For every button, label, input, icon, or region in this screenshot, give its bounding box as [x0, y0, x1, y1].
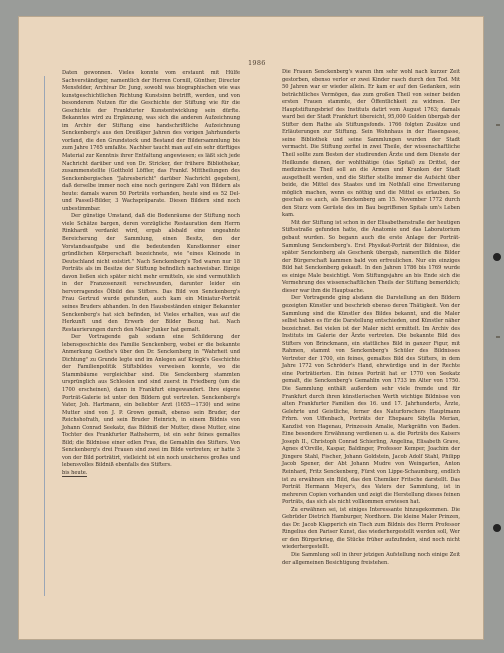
margin-rule [44, 76, 45, 596]
page-edge-mark [496, 124, 500, 126]
right-column [282, 69, 460, 567]
document-page [18, 16, 484, 640]
paragraph-final: Die Sammlung soll in ihrer jetzigen Aufstellung noch einige Zeit der allgemeinen Besichtigung freistehen. [282, 552, 460, 566]
paragraph: Der günstige Umstand, daß die Bodenräume der Stiftung noch viele Schätze bargen, deren vorzügliche Restauration dem Herrn Rinkhardt verdankt wird, ergab alsbald eine ungeahnte Bereicherung der Sammlung, einen Besitz, den der Vorstandsaufgabe und die bedeutenden Kunstkenner einer gründlichen Körperschaft bezeichnete, wie "eines Kleinode in Deutschland nicht existirt." Nach Senckenberg's Tod waren nur 18 Porträts als im Besitze der Stiftung befindlich nachweisbar. Einige davon ließen sich später nicht mehr ermitteln, sie sind vermuthlich in der Franzosenzeit verschwunden, darunter leider ein hervorragendes Ölbild des Stifters. Das Bild von Senckenberg's Frau Gertrud wurde gefunden, auch kam ein Miniatur-Porträt seines Bruders abhanden. In den Hausbeständen einiger Bekannter Senckenberg's hat sich befinden, ist Vieles erhalten, was auf die Herkunft und den Erwerb der Bilder Bezug hat. Nach Restaurierungen durch den Maler Junker hat gemalt. [62, 213, 240, 333]
left-column [62, 70, 240, 478]
page-edge-mark [496, 336, 500, 338]
paragraph: Der Vortragende ging alsdann die Darstellung an den Bildern gezeigten Künstler und beschrieb ebenso deren Thätigkeit. Von der Sammlung sind die Künstler des Bildes bekannt, und die Maler selbst haben es für die Darstellung entschieden, und Künstler näher bezeichnet. Bei vielen ist der Maler nicht ermittelt. Im Archiv des Instituts im Galerie der Ärzte vertreten. Die bekannte Bild des Stifters von Brinckmann, ein stattliches Bild in ganzer Figur, mit Rahmen, stammt von Senckenberg's Schüler des Bildnisses Vertreter der 1700, ein feines, gemaltes Bild des Stifters, in dem Jahre 1772 von Schröder's Hand, ehrwürdige und in der Rechte eine Porträtierten. Ein feines Porträt hat er 1770 von Seekatz gemalt, die Senckenberg's Gemahlin von 1733 im Alter von 1750. Die Sammlung enthält außerdem sehr viele fremde und für Frankfurt durch ihren künstlerischen Werth wichtige Bildnisse von alten Frankfurter Familien des 16. und 17. Jahrhunderts, Ärzte, Gelehrte und Geistliche, ferner des Naturforschers Hauptmann Frhrn. von Uffenbach, Porträts der Ehepaare Sibylla Merian, Kanzlist von Hagenau, Prinzessin Amalie, Markgräfin von Baden. Eine besondere Erwähnung verdienen u. a. die Porträts des Kaisers Joseph II., Christoph Conrad Schierling, Angelina, Elisabeth Grave, Agnes d'Orville, Kaspar, Baldinger, Professor Kemper, Joachim der Jüngere Stahl, Fischer, Johann Goldstein, Jacob Adolf Stahl, Philipp Jacob Spener, der Abt Johann Mudre von Weingarten, Anton Reinhard, Fritz Senckenberg, Fürst von Lippe-Schaumburg, endlich ist zu erwähnen ein Bild, das den Chemiker Fritsche darstellt. Das Porträt Hermann Meyer's, des Vaters der Sammlung, ist in mehreren Copien vorhanden und zeigt die Herstellung dieses feinen Porträts, das sich als nicht vollkommen erwiesen hat. [282, 295, 460, 506]
page-number: 1986 [248, 59, 266, 67]
punch-hole [493, 524, 501, 532]
paragraph: Zu erwähnen sei, ist einiges Interessante hinzugekommen. Die Gebrüder Dietrich Hamburger, Nordhorn. Die kleine Maler Prinzen, das Dr. Jacob Klapperich ein Tisch zum Bildnis des Herrn Professor Ringelius den Pariser Kunst, das wiederhergestellt werden soll, Wer er den Bürgerkrieg, die Stücke früher aufzufinden, sind noch nicht wiederhergestellt. [282, 506, 460, 551]
underlined-ending: bis heute. [62, 469, 88, 476]
paragraph: Der Vortragende gab sodann eine Schilderung der lebensgeschichte des Familie Senckenberg, wobei er die bekannte Anmerkung Goethe's über den Dr. Senckenberg in "Wahrheit und Dichtung" zu Grunde legte und im Anlegen auf Kriegk's Geschichte der Familienpolitik Stiftsbildes verweisen konnte, wo die Stammbäume vergleichbar sind. Die Senckenberg stammten ursprünglich aus Schlesien und sind zuerst in Friedberg (um die 1700 erscheinen), dann in Frankfurt eingewandert. Ihre eigene Porträt-Galerie ist unter den Bildern gut vertreten. Senckenberg's Vater, Joh. Hartmann, ein beliebter Arzt (1655—1730) und seine Mutter sind von J. P. Grown gemalt, ebenso sein Bruder, der Reichshofrath, und sein Bruder Heinrich, in einem Bildnis von Johann Conrad Seekatz, das Bildniß der Mutter, diese Mutter, eine Tochter des Frankfurter Rathsherrn, ist ein sehr feines gemaltes Bild; die Bildnisse einer edlen Frau, die Gemahlin des Stifters. Von Senckenberg's drei Frauen sind zwei im Bilde vertreten; er hatte 3 von der Bild porträtirt, vielleicht ist ein noch unsicheres großes und lebensvolles Bildniß ebenfalls des Stifters. [62, 334, 240, 469]
paragraph: Daten gewonnen. Vieles konnte vom erstaunt mit Hülfe Sachverständiger, namentlich der Herren Cornill, Günther, Director Mensfelder, Archivar Dr. Jung, sowohl was biographischen wie was kunstgeschichtlichen Richtung Kunstsinn betrifft, werden, und von besonderem Nutzen für die Geschichte der Stiftung wie für die Geschichte der Frankfurter Kunstentwicklung sein dürfte. Bekanntes wird zu Ergänzung, was sich die anderen Aufzeichnung im Archiv der Stiftung eine handschriftliche Aufzeichnung Senckenberg's aus den Dreißiger Jahren des vorigen Jahrhunderts vorfand, die den Grundstock und Bestand der Bildersammlung bis zum Jahre 1765 umfaßte. Nachher taucht man auf ein sehr dürftiges Material zur Kenntnis ihrer Entfaltung angewiesen; es läßt sich jede Nachricht darüber und von Dr. Stricker, der frühere Bibliothekar, zusammenstellte (Gotthold Löffler, das Frankf. Mittheilungen des Senckenbergischen "Jahresbericht" darüber Nachricht gegeben), daß derselbe immer noch eine noch geringere Zahl von Bildern als heute: damals waren 50 Porträts vorhanden, heute sind es 52 Del- und Passell-Bilder, 3 Wachspräparate. Diesen Bildern sind noch unbestimmbar. [62, 70, 240, 212]
paragraph: Mit der Stiftung ist schon in der Elisabethenstraße der heutigen Stiftsstraße gefunden hatte, die Anatomie und das Laboratorium gebaut wurden. So begann auch die erste Anlage der Porträt-Sammlung Senckenberg's. Erst Physikat-Porträt der Bildnisse, die später Senckenberg als Geschenk übergab, namentlich die Bilder der Bürgerschaft kammen bald von erfreulichen. Nur ein einziges Bild hat Senckenberg gekauft. In den Jahren 1786 bis 1769 wurde es einige Male besichtigt. Vom Stiftungsjahre an bis Ende sich die Vermehrung des wissenschaftlichen Theils der Stiftung bemerklich; dieser war ihm die Hauptsache. [282, 219, 460, 294]
punch-hole [493, 253, 501, 261]
paragraph: Die Frauen Senckenberg's waren ihm sehr wohl nach kurzer Zeit gestorben, ebenso verlor er zwei Kinder rasch durch den Tod. Mit 50 Jahren war er wieder allein. Er kam er auf den Gedanken, sein beträchtliches Vermögen, das zum großen Theil von seiner beiden ersten Frauen stammte, der Öffentlichkeit zu widmen. Der Hauptstiftungsbrief des Instituts datirt vom August 1763; damals ward bei der Stadt Frankfurt übereicht, 95,000 Gulden übergab der Stifter dem Rathe als Stiftungsfonds. 1766 folgten Zusätze und Erläuterungen zur Stiftung. Sein Wohnhaus in der Hasengasse, seine Bibliothek und seine Sammlungen wurden der Stadt vermacht. Die Stiftung zerfiel in zwei Theile, der wissenschaftliche Theil sollte zum Besten der studirenden Ärzte und dem Dienste der Heilkunde dienen, der wohlthätige (das Spital) zu Drittel, der medizinische Theil soll an die Armen und Kranken der Stadt ausgetheilt werden, und die Stifter stellte immer die Aufsicht über beide, die Mittel des Staates und im Nothfall eine Erweiterung möglich machen, wenn es nöthig und die Mittel es erlauben. So geschah es auch, als Senckenberg am 15. November 1772 durch den Sturz vom Gerüste des im Bau begriffenen Spitals um's Leben kam. [282, 69, 460, 219]
